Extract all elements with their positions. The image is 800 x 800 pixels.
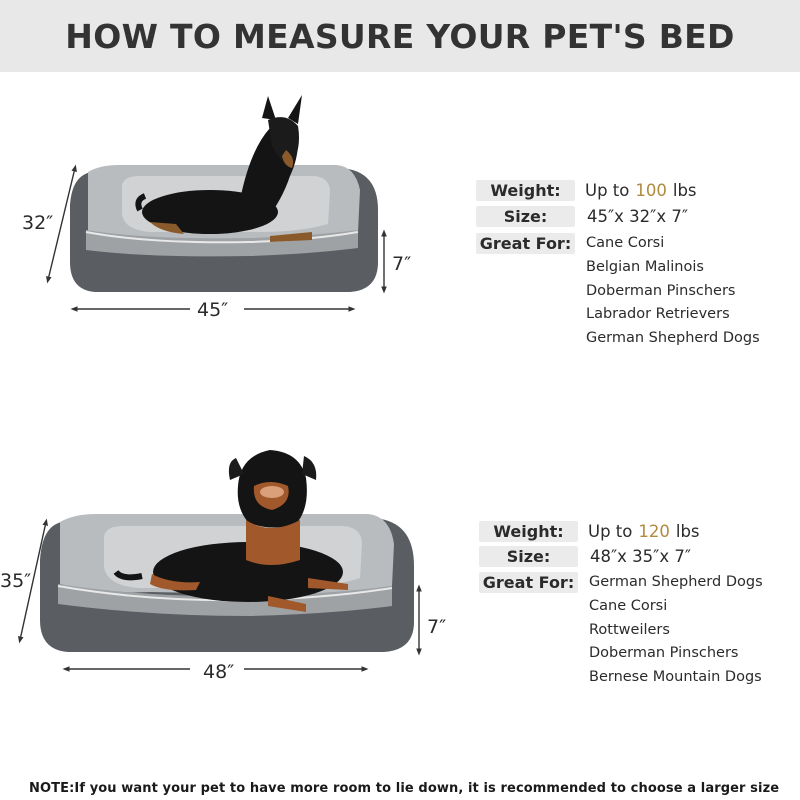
weight-number: 120 [638,522,670,541]
great-for-row-1 [476,233,575,254]
breed-item: Rottweilers [589,622,670,638]
height-label-2: 7″ [427,616,447,638]
weight-prefix: Up to [585,181,630,200]
breed-item: Cane Corsi [589,598,668,614]
footnote: NOTE:If you want your pet to have more room to lie down, it is recommended to choose a larger size [29,781,780,796]
great-for-row-2 [479,572,578,593]
weight-unit: lbs [672,181,697,200]
weight-prefix: Up to [588,522,633,541]
weight-row-1 [476,180,697,201]
width-label-2: 48″ [203,661,235,683]
size-row-2 [479,546,691,567]
breed-item: German Shepherd Dogs [589,574,763,590]
pet-bed-2-image [40,450,414,652]
breed-item: Doberman Pinschers [586,283,736,299]
size-label: Size: [479,546,578,567]
weight-label: Weight: [476,180,575,201]
great-for-label: Great For: [479,572,578,593]
pet-bed-1-image [70,95,378,292]
weight-number: 100 [635,181,667,200]
depth-label-2: 35″ [0,570,32,592]
page-title: HOW TO MEASURE YOUR PET'S BED [65,16,735,56]
breed-item: Bernese Mountain Dogs [589,669,762,685]
depth-label-1: 32″ [22,212,54,234]
breed-item: Belgian Malinois [586,259,704,275]
size-row-1 [476,206,688,227]
great-for-label: Great For: [476,233,575,254]
breed-item: Cane Corsi [586,235,665,251]
breed-item: Doberman Pinschers [589,645,739,661]
breed-item: Labrador Retrievers [586,306,730,322]
weight-label: Weight: [479,521,578,542]
width-label-1: 45″ [197,299,229,321]
weight-unit: lbs [675,522,700,541]
breed-item: German Shepherd Dogs [586,330,760,346]
size-label: Size: [476,206,575,227]
weight-row-2 [479,521,700,542]
height-label-1: 7″ [392,253,412,275]
size-value: 48″x 35″x 7″ [590,547,691,566]
size-value: 45″x 32″x 7″ [587,207,688,226]
